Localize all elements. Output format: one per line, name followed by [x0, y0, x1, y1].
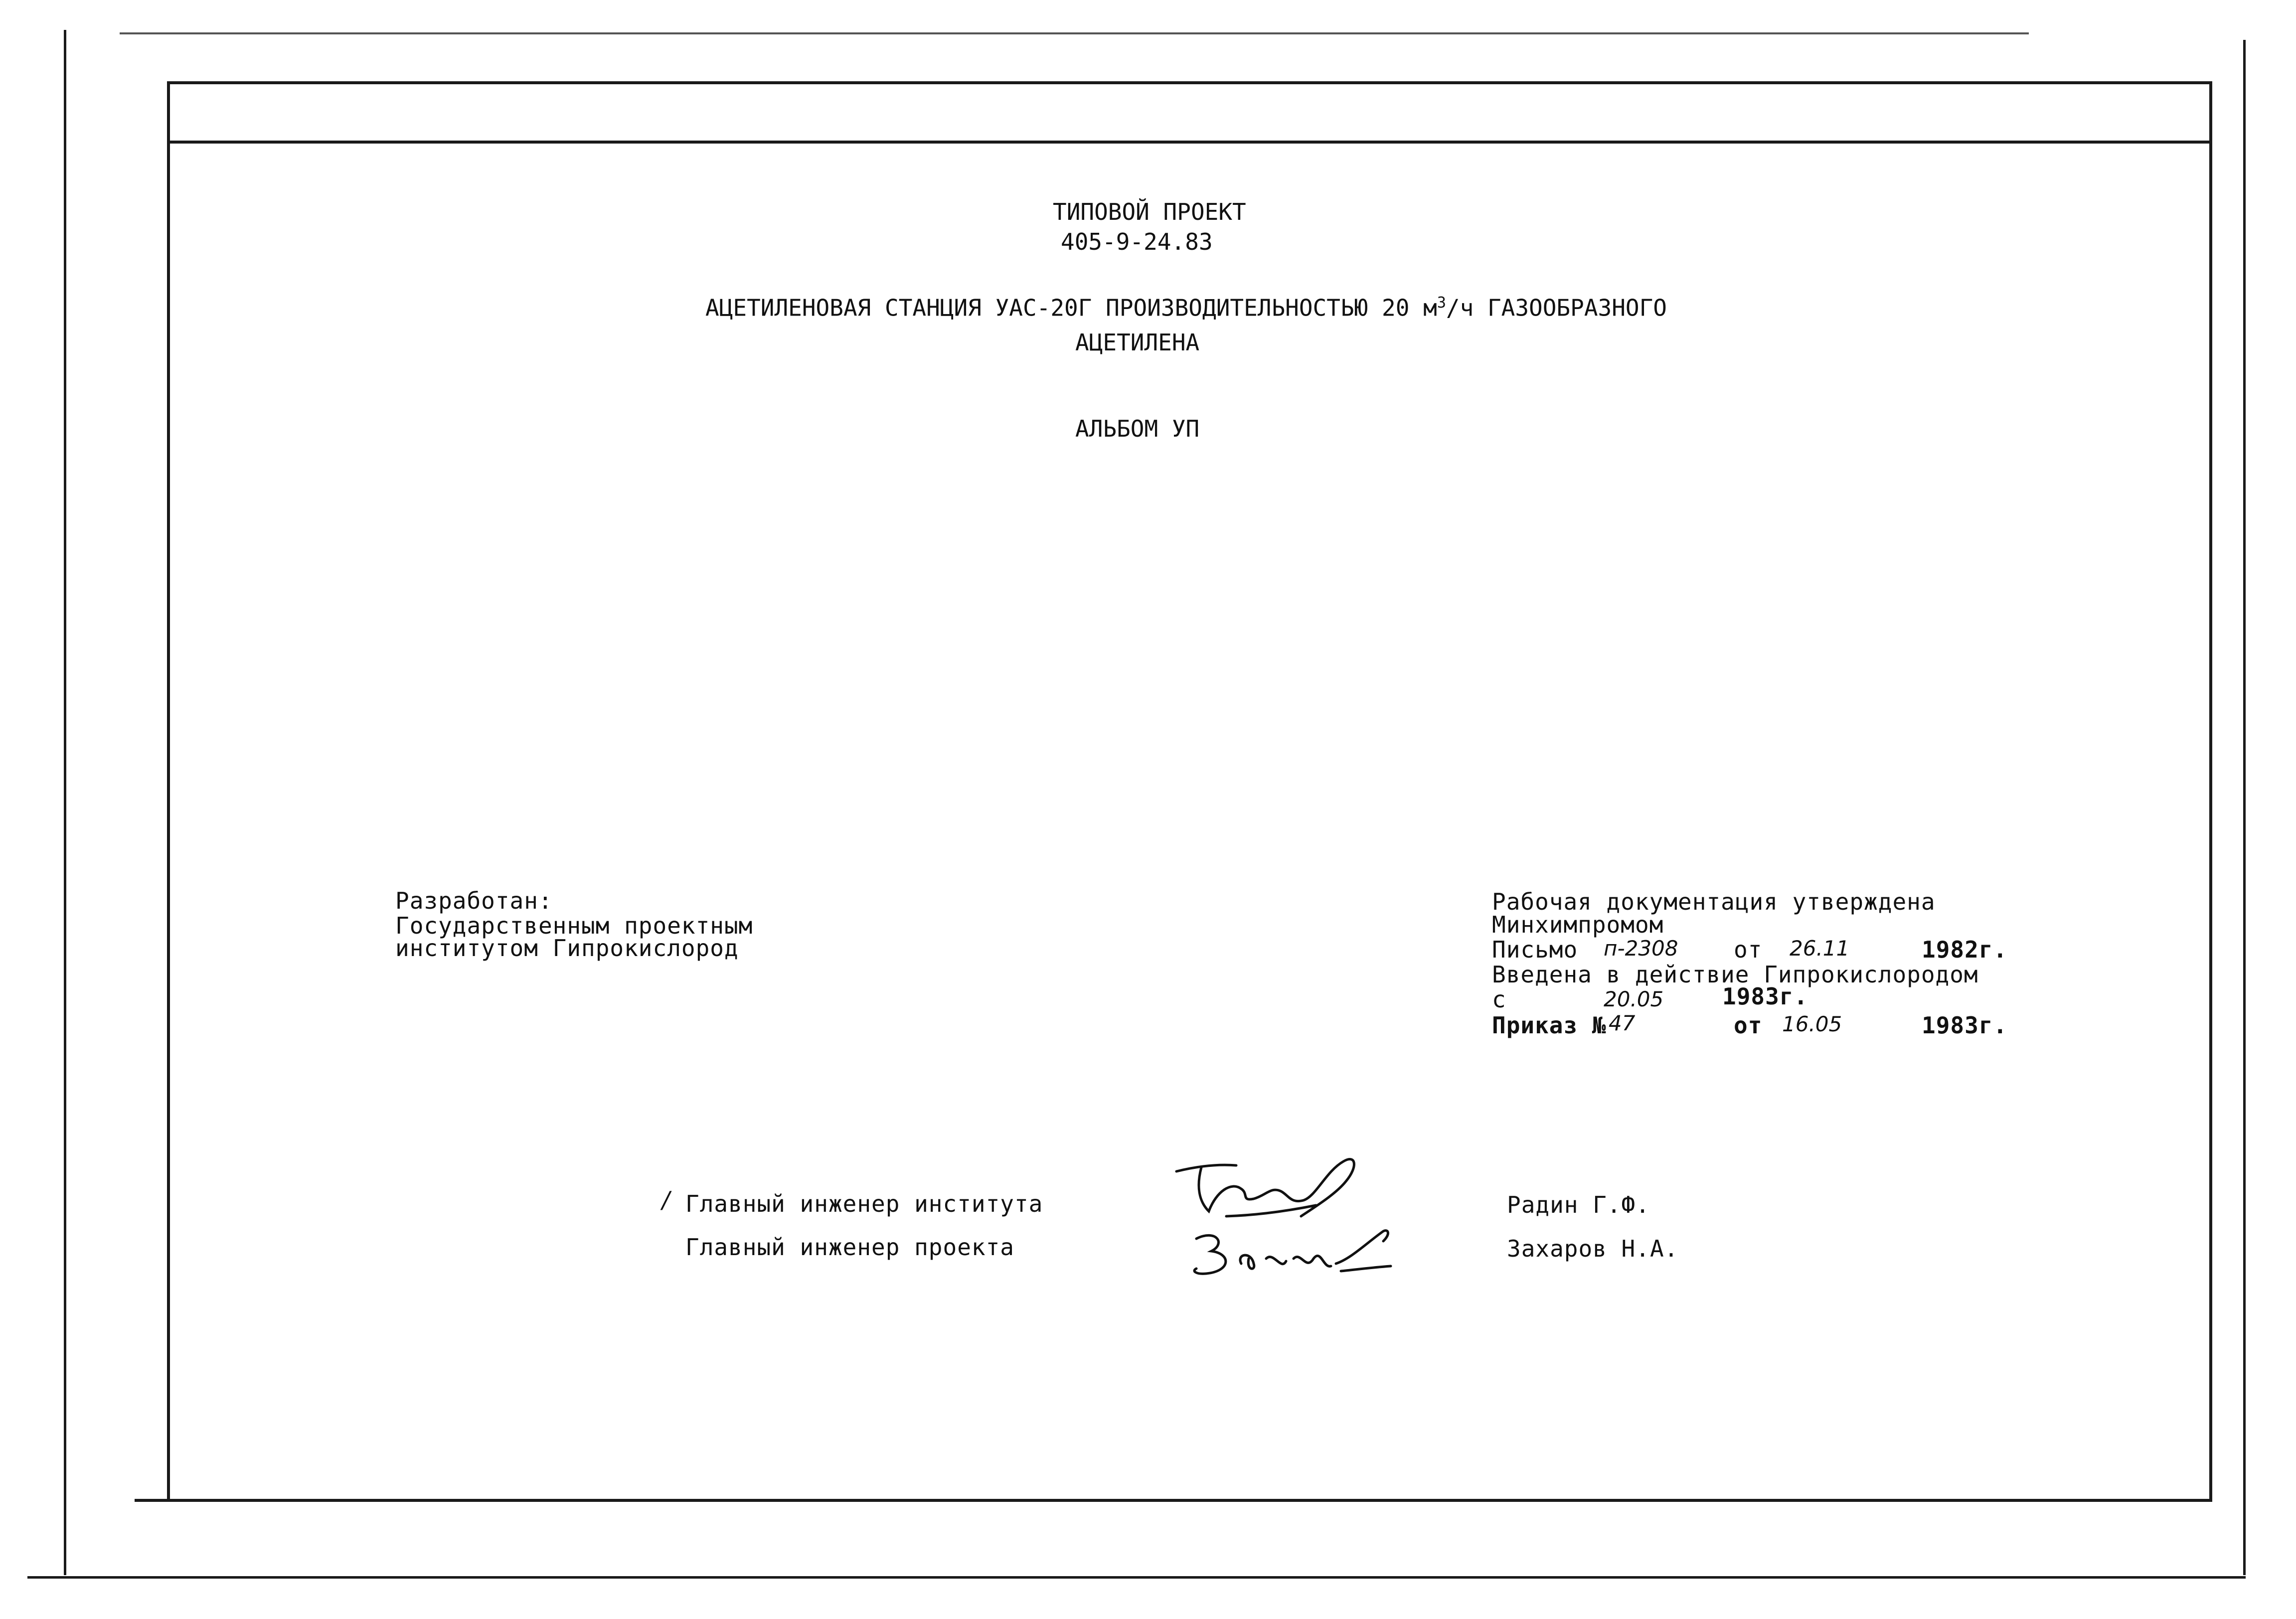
introduced-line: Введена в действие Гипрокислородом	[1492, 961, 1978, 988]
approval-line2: Минхимпромом	[1492, 911, 1664, 938]
role-chief-engineer-institute: Главный инженер института	[685, 1190, 1043, 1217]
inner-frame-top	[167, 81, 2211, 84]
inner-frame-header-line	[167, 141, 2211, 144]
letter-date: 26.11	[1790, 936, 1850, 961]
order-year: 1983г.	[1922, 1012, 2008, 1039]
project-name-superscript: 3	[1437, 294, 1446, 312]
project-name-suffix: /ч ГАЗООБРАЗНОГО	[1446, 294, 1667, 322]
signature-radin	[1166, 1141, 1391, 1231]
project-type: ТИПОВОЙ ПРОЕКТ	[1053, 198, 1246, 225]
role-chief-engineer-project: Главный инженер проекта	[685, 1234, 1014, 1261]
project-number: 405-9-24.83	[1061, 228, 1213, 255]
letter-number: п-2308	[1604, 936, 1678, 961]
order-label: Приказ №	[1492, 1012, 1607, 1039]
name-zakharov: Захаров Н.А.	[1507, 1235, 1679, 1262]
approval-line1: Рабочая документация утверждена	[1492, 888, 1936, 915]
letter-label: Письмо	[1492, 936, 1578, 963]
project-name-line2: АЦЕТИЛЕНА	[1075, 329, 1200, 356]
inner-frame-right	[2209, 81, 2212, 1502]
letter-from: от	[1734, 936, 1763, 963]
outer-frame-right	[2243, 40, 2246, 1575]
outer-frame-top	[120, 32, 2029, 34]
developer-line2: Государственным проектным	[395, 912, 753, 939]
signature-zakharov	[1186, 1224, 1411, 1289]
since-year: 1983г.	[1722, 983, 1808, 1010]
order-number: 47	[1609, 1011, 1636, 1035]
developer-line3: институтом Гипрокислород	[395, 935, 739, 962]
order-from: от	[1734, 1012, 1763, 1039]
developer-label: Разработан:	[395, 887, 553, 914]
since-label: с	[1492, 986, 1506, 1013]
project-name-prefix: АЦЕТИЛЕНОВАЯ СТАНЦИЯ УАС-20Г ПРОИЗВОДИТЕЛЬНОСТЬЮ 20 м	[705, 294, 1437, 322]
order-date: 16.05	[1782, 1012, 1842, 1036]
outer-frame-bottom	[27, 1576, 2246, 1579]
since-date: 20.05	[1604, 987, 1664, 1011]
inner-frame-left	[167, 81, 170, 1502]
album-title: АЛЬБОМ УП	[1075, 415, 1200, 442]
outer-frame-left	[64, 30, 66, 1575]
letter-year: 1982г.	[1922, 936, 2008, 963]
signature-tick: /	[662, 1186, 670, 1213]
inner-frame-bottom	[135, 1499, 2212, 1502]
project-name-line1	[705, 294, 1667, 321]
name-radin: Радин Г.Ф.	[1507, 1191, 1650, 1218]
